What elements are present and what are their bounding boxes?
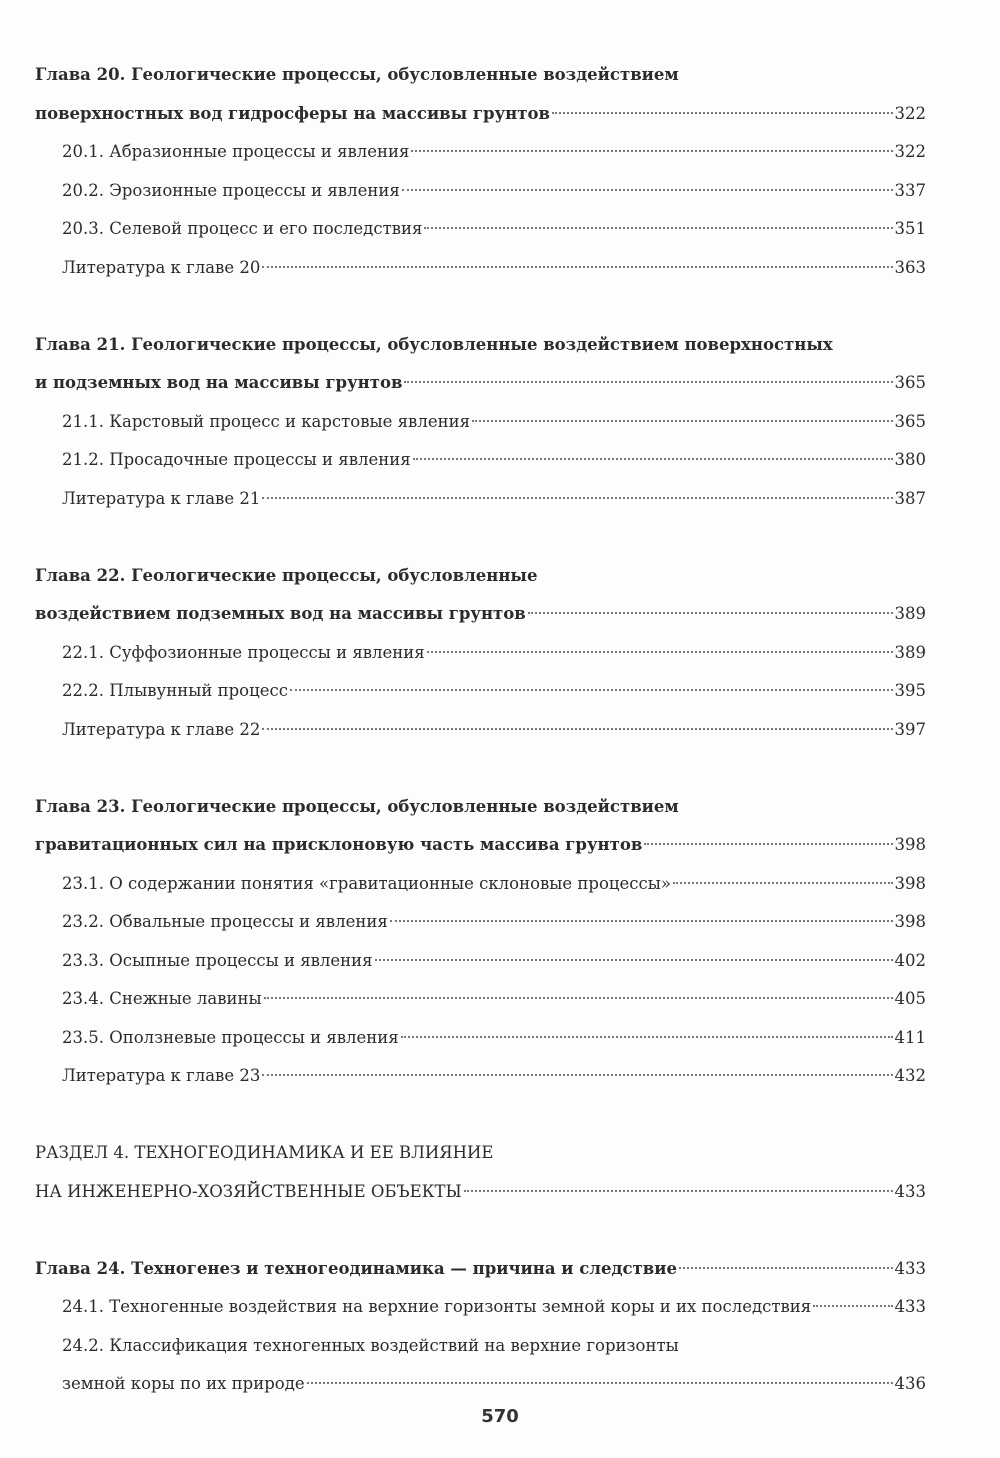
leader-dots	[264, 997, 893, 999]
section-4-title-line1: РАЗДЕЛ 4. ТЕХНОГЕОДИНАМИКА И ЕЕ ВЛИЯНИЕ	[35, 1143, 494, 1162]
toc-item-23-lit[interactable]: Литература к главе 23 432	[35, 1057, 926, 1096]
leader-dots	[375, 959, 893, 961]
leader-dots	[404, 381, 892, 383]
leader-dots	[390, 920, 893, 922]
leader-dots	[552, 112, 893, 114]
page-ref: 365	[894, 411, 926, 431]
toc-item-21-1[interactable]: 21.1. Карстовый процесс и карстовые явления 365	[35, 403, 926, 442]
page-ref: 405	[894, 989, 926, 1008]
toc-item-24-2-line2[interactable]: земной коры по их природе 436	[35, 1365, 926, 1404]
leader-dots	[424, 227, 892, 229]
page-ref: 398	[894, 912, 926, 931]
leader-dots	[427, 651, 893, 653]
page-ref: 402	[894, 950, 926, 970]
page-ref: 337	[894, 180, 926, 200]
leader-dots	[411, 150, 892, 152]
page-ref: 322	[894, 142, 926, 161]
toc-item-21-lit[interactable]: Литература к главе 21 387	[35, 480, 926, 519]
toc-item-20-3[interactable]: 20.3. Селевой процесс и его последствия 351	[35, 210, 926, 249]
leader-dots	[464, 1190, 893, 1192]
chapter-23-title-line2[interactable]: гравитационных сил на присклоновую часть массива грунтов 398	[35, 826, 926, 865]
page-ref: 389	[894, 604, 926, 623]
page-number: 570	[481, 1406, 519, 1427]
toc-item-22-1[interactable]: 22.1. Суффозионные процессы и явления 389	[35, 634, 926, 673]
leader-dots	[262, 497, 892, 499]
page-ref: 432	[894, 1066, 926, 1085]
page-ref: 363	[894, 257, 926, 277]
leader-dots	[673, 882, 892, 884]
leader-dots	[290, 689, 893, 691]
toc-item-23-2[interactable]: 23.2. Обвальные процессы и явления 398	[35, 903, 926, 942]
leader-dots	[262, 728, 892, 730]
leader-dots	[401, 1036, 893, 1038]
toc-item-23-4[interactable]: 23.4. Снежные лавины 405	[35, 980, 926, 1019]
toc-item-24-1[interactable]: 24.1. Техногенные воздействия на верхние горизонты земной коры и их последствия 433	[35, 1288, 926, 1327]
toc-item-22-lit[interactable]: Литература к главе 22 397	[35, 711, 926, 750]
chapter-22-title-line1: Глава 22. Геологические процессы, обусловленные	[35, 565, 538, 585]
toc-item-22-2[interactable]: 22.2. Плывунный процесс 395	[35, 672, 926, 711]
leader-dots	[262, 266, 892, 268]
toc-item-21-2[interactable]: 21.2. Просадочные процессы и явления 380	[35, 441, 926, 480]
toc-item-23-5[interactable]: 23.5. Оползневые процессы и явления 411	[35, 1019, 926, 1058]
leader-dots	[262, 1074, 892, 1076]
toc-item-23-1[interactable]: 23.1. О содержании понятия «гравитационные склоновые процессы» 398	[35, 865, 926, 904]
page-ref: 387	[894, 488, 926, 508]
chapter-22-title-line2[interactable]: воздействием подземных вод на массивы грунтов 389	[35, 595, 926, 634]
chapter-21-title-line1: Глава 21. Геологические процессы, обусловленные воздействием поверхностных	[35, 334, 833, 354]
page-ref: 433	[894, 1181, 926, 1201]
toc-item-20-2[interactable]: 20.2. Эрозионные процессы и явления 337	[35, 172, 926, 211]
toc-item-23-3[interactable]: 23.3. Осыпные процессы и явления 402	[35, 942, 926, 981]
page-ref: 398	[894, 835, 926, 854]
chapter-24-title[interactable]: Глава 24. Техногенез и техногеодинамика — причина и следствие 433	[35, 1250, 926, 1289]
chapter-20-title-line2[interactable]: поверхностных вод гидросферы на массивы грунтов 322	[35, 95, 926, 134]
page-ref: 322	[894, 103, 926, 123]
leader-dots	[644, 843, 892, 845]
table-of-contents	[35, 56, 926, 1404]
leader-dots	[472, 420, 893, 422]
toc-item-20-lit[interactable]: Литература к главе 20 363	[35, 249, 926, 288]
leader-dots	[307, 1382, 893, 1384]
page-ref: 389	[894, 642, 926, 662]
chapter-23-title-line1: Глава 23. Геологические процессы, обусловленные воздействием	[35, 796, 679, 816]
page-ref: 380	[894, 450, 926, 469]
page-ref: 436	[894, 1374, 926, 1393]
chapter-20-title-line1: Глава 20. Геологические процессы, обусловленные воздействием	[35, 65, 679, 84]
toc-item-20-1[interactable]: 20.1. Абразионные процессы и явления 322	[35, 133, 926, 172]
toc-item-24-2-line1: 24.2. Классификация техногенных воздействий на верхние горизонты	[62, 1335, 679, 1355]
page-ref: 365	[894, 373, 926, 392]
page-ref: 433	[894, 1258, 926, 1278]
page-ref: 433	[894, 1297, 926, 1316]
page-ref: 411	[894, 1027, 926, 1047]
leader-dots	[813, 1305, 892, 1307]
page-ref: 351	[894, 219, 926, 238]
chapter-21-title-line2[interactable]: и подземных вод на массивы грунтов 365	[35, 364, 926, 403]
section-4-title-line2[interactable]: НА ИНЖЕНЕРНО-ХОЗЯЙСТВЕННЫЕ ОБЪЕКТЫ 433	[35, 1173, 926, 1212]
leader-dots	[413, 458, 893, 460]
page-ref: 395	[894, 681, 926, 700]
leader-dots	[679, 1267, 893, 1269]
leader-dots	[528, 612, 893, 614]
leader-dots	[402, 189, 893, 191]
page-ref: 397	[894, 719, 926, 739]
page-ref: 398	[894, 873, 926, 893]
